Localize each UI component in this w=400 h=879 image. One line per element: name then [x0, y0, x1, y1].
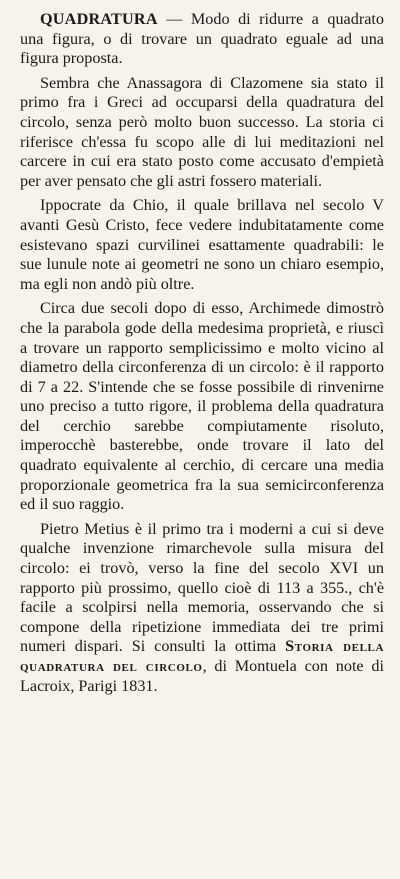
metius-text: Pietro Metius è il primo tra i moderni a cui si deve qualche invenzione rimarchevole sulla misura del circolo: ei trovò, verso la fine del secolo XVI un rapporto più prossimo, quello cioè di 113 a 355., ch'è facile a scolpirsi nella memoria, osservando che si compone della ripetizione immediata dei tre primi numeri dispari. Si consulti la ottima — [20, 519, 384, 656]
citation-tail: , di Montuela con note di Lacroix, Parigi 1831. — [20, 657, 384, 695]
definition-text: — Modo di ridurre a quadrato una figura, o di trovare un quadrato eguale ad una figura proposta. — [20, 10, 384, 68]
paragraph-metius — [20, 520, 384, 696]
paragraph-ippocrate: Ippocrate da Chio, il quale brillava nel secolo V avanti Gesù Cristo, fece vedere indubitatamente come esistevano spazi curvilinei esattamente quadrabili: le sue lunule note ai geometri ne sono un chiaro esempio, ma egli non andò più oltre. — [20, 196, 384, 293]
entry-headword: QUADRATURA — [40, 10, 158, 28]
cited-book-title: Storia della quadratura del circolo — [20, 637, 384, 675]
paragraph-archimede: Circa due secoli dopo di esso, Archimede dimostrò che la parabola gode della medesima proprietà, e riuscì a trovare un rapporto semplicissimo e molto vicino al diametro della circonferenza di un circolo: è il rapporto di 7 a 22. S'intende che se fosse possibile di rinvenirne uno preciso a tutto rigore, il problema della quadratura del cerchio sarebbe compiutamente risoluto, imperocchè basterebbe, onde trovare il lato del quadrato equivalente al cerchio, di cercare una media proporzionale geometrica fra la sua semicirconferenza ed il suo raggio. — [20, 299, 384, 514]
paragraph-anassagora: Sembra che Anassagora di Clazomene sia stato il primo fra i Greci ad occuparsi della quadratura del circolo, senza però molto buon successo. La storia ci riferisce ch'essa fu scopo alle di lui meditazioni nel carcere in cui era stato posto come accusato d'empietà per aver pensato che gli astri fossero materiali. — [20, 73, 384, 190]
entry-definition — [20, 10, 384, 69]
